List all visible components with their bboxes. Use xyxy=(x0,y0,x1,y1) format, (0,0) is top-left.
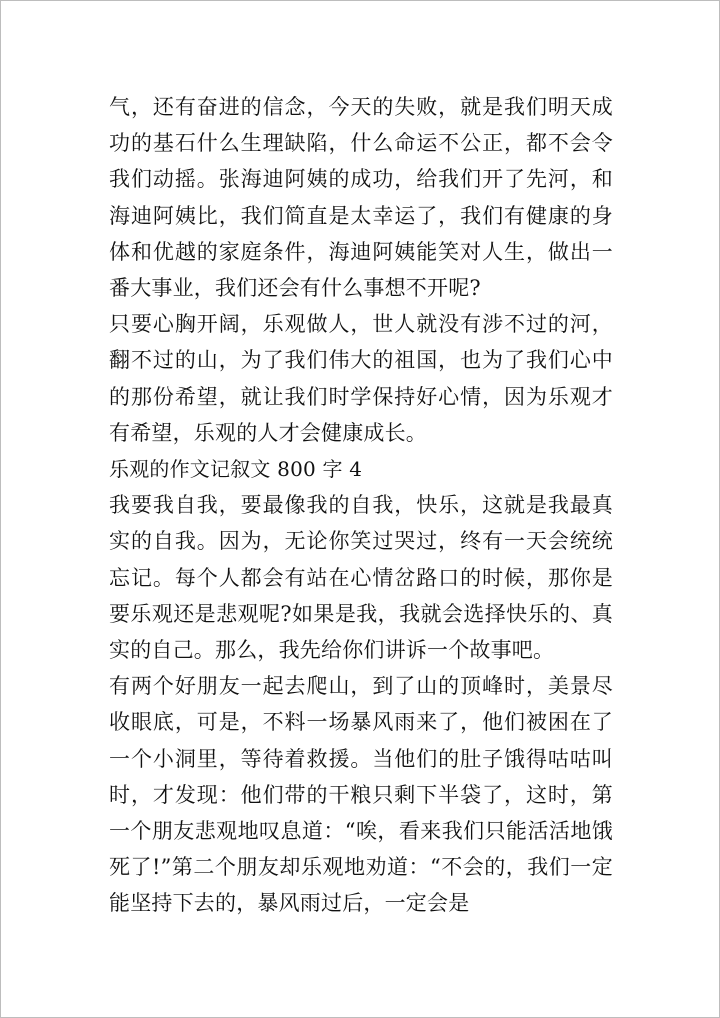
section-heading: 乐观的作文记叙文 800 字 4 xyxy=(109,457,363,482)
paragraph-3: 我要我自我，要最像我的自我，快乐，这就是我最真实的自我。因为，无论你笑过哭过，终有一天会统统忘记。每个人都会有站在心情岔路口的时候，那你是要乐观还是悲观呢?如果是我，我就会选择快乐的、真实的自己。那么，我先给你们讲诉一个故事吧。 xyxy=(109,493,613,663)
document-body xyxy=(109,89,613,922)
paragraph-2: 只要心胸开阔，乐观做人，世人就没有涉不过的河，翻不过的山，为了我们伟大的祖国，也为了我们心中的那份希望，就让我们时学保持好心情，因为乐观才有希望，乐观的人才会健康成长。 xyxy=(109,312,613,445)
paragraph-4: 有两个好朋友一起去爬山，到了山的顶峰时，美景尽收眼底，可是，不料一场暴风雨来了，他们被困在了一个小洞里，等待着救援。当他们的肚子饿得咕咕叫时，才发现：他们带的干粮只剩下半袋了，这时，第一个朋友悲观地叹息道：“唉，看来我们只能活活地饿死了!”第二个朋友却乐观地劝道：“不会的，我们一定能坚持下去的，暴风雨过后，一定会是 xyxy=(109,674,613,916)
paragraph-1: 气，还有奋进的信念，今天的失败，就是我们明天成功的基石什么生理缺陷，什么命运不公正，都不会令我们动摇。张海迪阿姨的成功，给我们开了先河，和海迪阿姨比，我们简直是太幸运了，我们有健康的身体和优越的家庭条件，海迪阿姨能笑对人生，做出一番大事业，我们还会有什么事想不开呢? xyxy=(109,95,613,301)
